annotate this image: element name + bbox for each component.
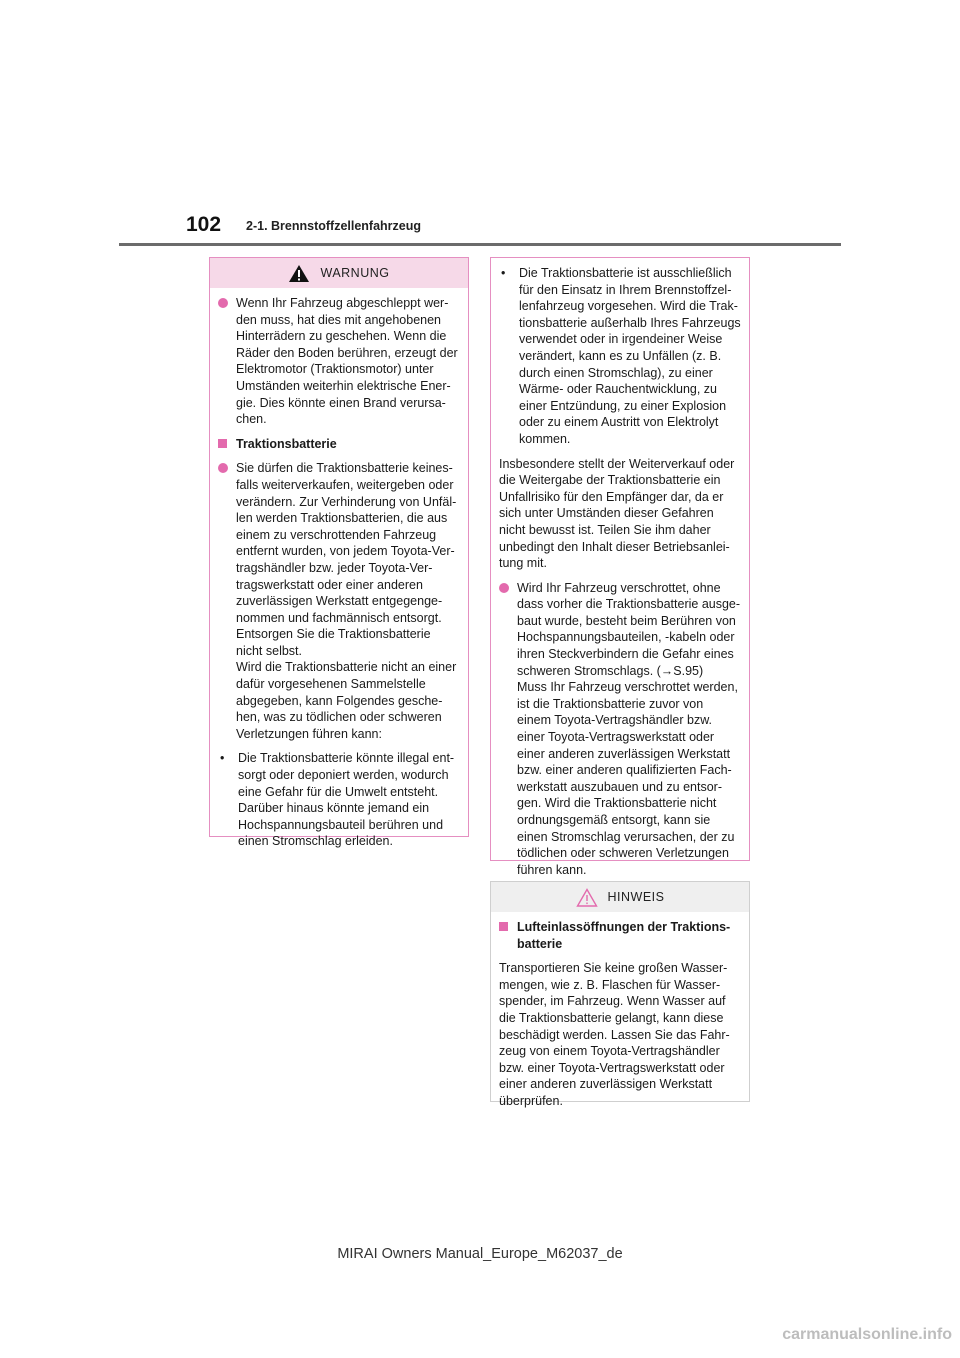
warning-paragraph: Insbesondere stellt der Weiterverkauf oder die Weitergabe der Traktionsbatterie ein Unfallrisiko für den Empfänger dar, da er sich unter Umständen dieser Gefahren nicht bewusst ist. Teilen Sie ihm daher unbedingt den Inhalt dieser Betriebsanlei- tung mit. [499,456,735,571]
list-heading [499,919,741,952]
warning-text: Sie dürfen die Traktionsbatterie keines- falls weiterverkaufen, weitergeben oder verändern. Zur Verhinderung von Unfäl- len werden Traktionsbatterien, die aus einem zu verschrottenden Fahrzeug entfernt wurden, von jedem Toyota-Ver- tragshändler bzw. jeder Toyota-Ver- tragswerkstatt oder einer anderen zuverlässigen Werkstatt entgegenge- nommen und fachmännisch entsorgt. Entsorgen Sie die Traktionsbatterie nicht selbst. Wird die Traktionsbatterie nicht an einer dafür vorgesehenen Sammelstelle abgegeben, kann Folgendes gesche- hen, was zu tödlichen oder schweren Verletzungen führen kann: [236,461,457,741]
header-divider [119,243,841,246]
footer-label: MIRAI Owners Manual_Europe_M62037_de [337,1246,623,1262]
heading-traktionsbatterie: Traktionsbatterie [236,436,337,451]
warning-triangle-icon [288,264,310,283]
warning-box-right [490,257,750,877]
list-item [218,460,460,742]
warning-title: WARNUNG [320,265,390,280]
bullet-dot-icon [218,298,228,308]
list-item [499,265,741,448]
list-item [218,295,460,428]
warning-text: Wenn Ihr Fahrzeug abgeschleppt wer- den muss, hat dies mit angehobenen Hinterrädern zu geschehen. Wenn die Räder den Boden berühren, erzeugt der Elektromotor (Traktionsmotor) unter Umständen weiterhin elektrische Ener- gie. Dies könnte einen Brand verursa- chen. [236,296,458,427]
bullet-square-icon [218,439,227,448]
bullet-square-icon [499,922,508,931]
warning-text: Die Traktionsbatterie könnte illegal ent- sorgt oder deponiert werden, wodurch eine Gefahr für die Umwelt entsteht. Darüber hinaus könnte jemand ein Hochspannungsbauteil berühren und einen Stromschlag erleiden. [238,751,455,849]
list-item [499,580,741,879]
bullet-dot-icon [218,463,228,473]
section-title: 2-1. Brennstoffzellenfahrzeug [246,219,422,233]
warning-text: Wird Ihr Fahrzeug verschrottet, ohne dass vorher die Traktionsbatterie ausge- baut wurde, besteht beim Berühren von Hochspannungsbauteilen, -kabeln oder ihren Steckverbindern die Gefahr eines schweren Stromschlags. (→S.95) Muss Ihr Fahrzeug verschrottet werden, ist die Traktionsbatterie zuvor von einem Toyota-Vertragshändler bzw. einer Toyota-Vertragswerkstatt oder einer anderen zuverlässigen Werkstatt bzw. einer anderen qualifizierten Fach- werkstatt auszubauen und zu entsor- gen. Wird die Traktionsbatterie nicht ordnungsgemäß entsorgt, kann sie einen Stromschlag verursachen, der zu tödlichen oder schweren Verletzungen führen kann. [517,580,741,877]
notice-triangle-icon [576,888,598,907]
warning-text: Die Traktionsbatterie ist ausschließlich für den Einsatz in Ihrem Brennstoffzel- lenfahrzeug vorgesehen. Wird die Trak- tionsbatterie außerhalb Ihres Fahrzeugs verwendet oder in irgendeiner Weise verändert, kann es zu Unfällen (z. B. durch einen Stromschlag), zu einer Wärme- oder Rauchentwicklung, zu einer Entzündung, zu einer Explosion oder zu einem Austritt von Elektrolyt kommen. [519,266,741,446]
warning-box-left [209,257,469,849]
notice-header [491,882,749,912]
bullet-mark: • [501,266,506,280]
list-item [218,750,460,850]
watermark: carmanualsonline.info [782,1326,952,1343]
bullet-dot-icon [499,583,509,593]
notice-paragraph: Transportieren Sie keine großen Wasser- mengen, wie z. B. Flaschen für Wasser- spender, im Fahrzeug. Wenn Wasser auf die Traktionsbatterie gelangt, kann diese beschädigt werden. Lassen Sie das Fahr- zeug von einem Toyota-Vertragshändler bzw. einer Toyota-Vertragswerkstatt oder einer anderen zuverlässigen Werkstatt überprüfen. [499,961,730,1108]
notice-title: HINWEIS [607,889,665,904]
list-heading [218,436,460,453]
bullet-mark: • [220,751,225,766]
page-number: 102 [186,213,222,236]
warning-header [210,258,468,288]
notice-box [490,881,750,1108]
heading-lufteinlass: Lufteinlassöffnungen der Traktions- batterie [517,920,731,951]
